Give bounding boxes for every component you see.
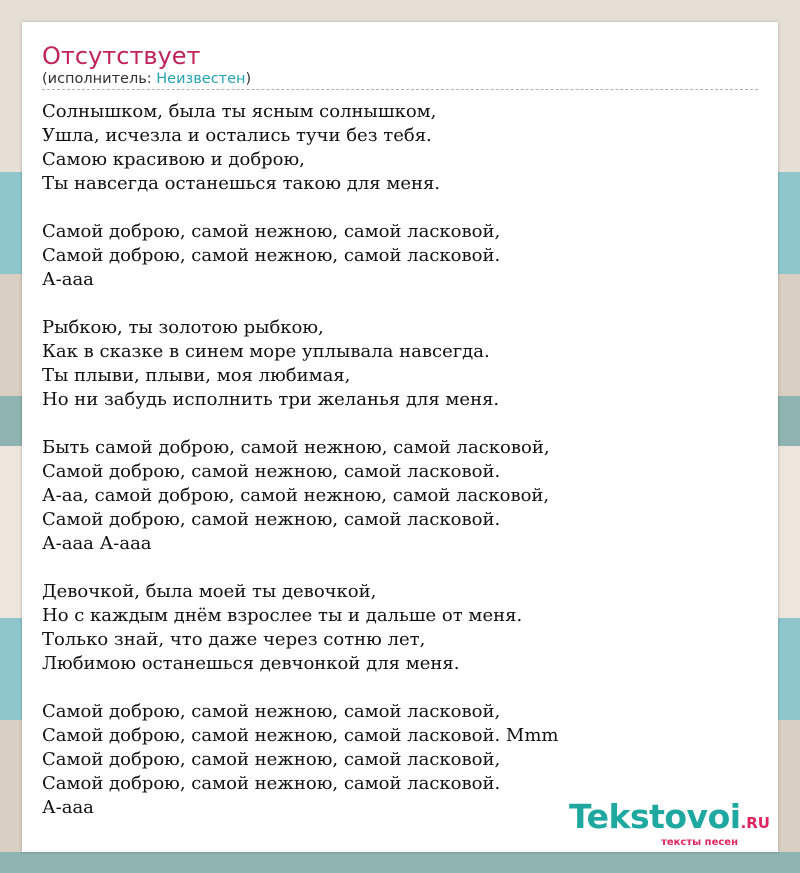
lyric-line: А-ааа <box>42 797 94 818</box>
artist-link[interactable]: Неизвестен <box>156 71 246 87</box>
lyric-line: Быть самой доброю, самой нежною, самой ласковой, <box>42 437 550 458</box>
lyric-line: Самой доброю, самой нежною, самой ласковой. Mmm <box>42 725 559 746</box>
stanza <box>42 580 758 676</box>
lyric-line: Рыбкою, ты золотою рыбкою, <box>42 317 324 338</box>
artist-line <box>42 71 251 87</box>
lyric-line: Но ни забудь исполнить три желанья для меня. <box>42 389 500 410</box>
logo-tld: .RU <box>740 814 770 832</box>
stanza <box>42 316 758 412</box>
lyric-line: Самой доброю, самой нежною, самой ласковой. <box>42 509 501 530</box>
lyrics-card <box>22 22 778 852</box>
logo-name: Tekstovoi <box>569 797 741 836</box>
site-logo[interactable] <box>569 799 770 848</box>
lyric-line: Самой доброю, самой нежною, самой ласковой, <box>42 221 501 242</box>
lyric-line: Солнышком, была ты ясным солнышком, <box>42 101 437 122</box>
song-title: Отсутствует <box>42 42 201 70</box>
lyric-line: Девочкой, была моей ты девочкой, <box>42 581 377 602</box>
lyric-line: Самой доброю, самой нежною, самой ласковой, <box>42 749 501 770</box>
lyric-line: Ты плыви, плыви, моя любимая, <box>42 365 351 386</box>
lyrics-text <box>42 100 758 820</box>
stanza <box>42 436 758 556</box>
lyric-line: А-ааа <box>42 269 94 290</box>
lyric-line: Ты навсегда останешься такою для меня. <box>42 173 441 194</box>
logo-tagline: тексты песен <box>661 837 738 848</box>
lyric-line: Самою красивою и доброю, <box>42 149 305 170</box>
lyric-line: А-ааа А-ааа <box>42 533 152 554</box>
lyric-line: Любимою останешься девчонкой для меня. <box>42 653 460 674</box>
lyric-line: Только знай, что даже через сотню лет, <box>42 629 426 650</box>
lyric-line: Ушла, исчезла и остались тучи без тебя. <box>42 125 432 146</box>
stanza <box>42 220 758 292</box>
stanza <box>42 100 758 196</box>
artist-prefix: (исполнитель: <box>42 71 157 87</box>
lyric-line: Самой доброю, самой нежною, самой ласковой, <box>42 701 501 722</box>
logo-wordmark <box>569 799 770 841</box>
lyric-line: Самой доброю, самой нежною, самой ласковой. <box>42 773 501 794</box>
lyric-line: Самой доброю, самой нежною, самой ласковой. <box>42 461 501 482</box>
lyric-line: А-аа, самой доброю, самой нежною, самой ласковой, <box>42 485 550 506</box>
lyric-line: Но с каждым днём взрослее ты и дальше от меня. <box>42 605 523 626</box>
lyric-line: Самой доброю, самой нежною, самой ласковой. <box>42 245 501 266</box>
artist-suffix: ) <box>245 71 252 87</box>
lyric-line: Как в сказке в синем море уплывала навсегда. <box>42 341 490 362</box>
background-stripe-grey-teal-2 <box>0 852 800 873</box>
title-divider <box>42 89 758 90</box>
